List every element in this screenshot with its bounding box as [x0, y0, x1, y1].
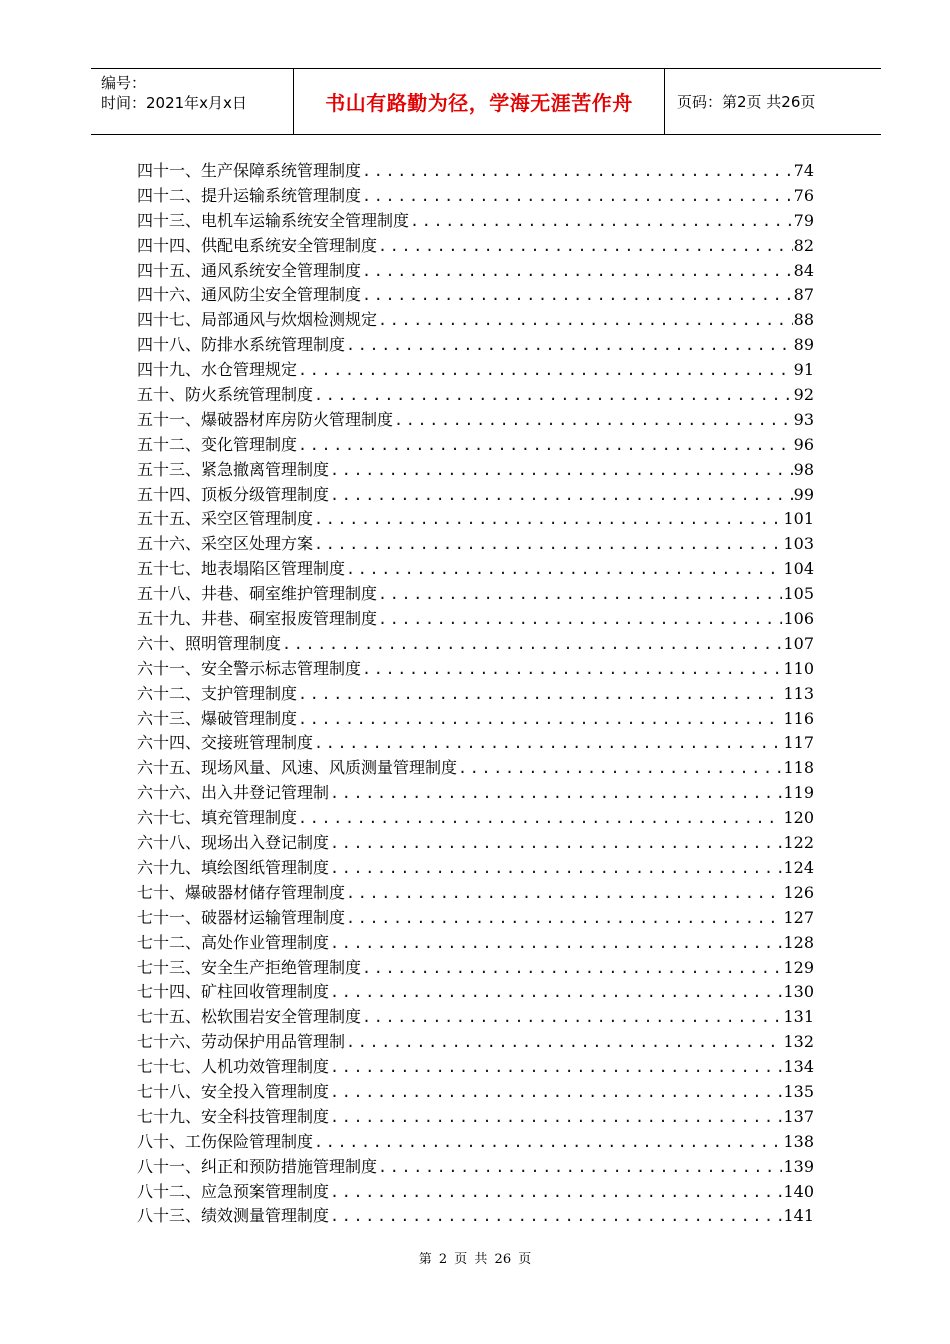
toc-entry-page-number: 91 — [793, 360, 814, 380]
toc-leader-dots — [362, 657, 782, 682]
toc-entry[interactable] — [137, 159, 814, 184]
toc-entry-title: 四十九、水仓管理规定 — [137, 360, 298, 380]
toc-entry-title: 六十五、现场风量、风速、风质测量管理制度 — [137, 758, 458, 778]
toc-leader-dots — [330, 483, 793, 508]
toc-entry[interactable] — [137, 234, 814, 259]
toc-entry-title: 六十八、现场出入登记制度 — [137, 833, 330, 853]
toc-leader-dots — [378, 607, 782, 632]
toc-leader-dots — [330, 856, 782, 881]
toc-leader-dots — [410, 209, 793, 234]
toc-entry-page-number: 122 — [783, 833, 814, 853]
toc-entry[interactable] — [137, 383, 814, 408]
toc-entry-page-number: 138 — [783, 1131, 814, 1151]
toc-entry-page-number: 140 — [783, 1181, 814, 1201]
toc-entry[interactable] — [137, 856, 814, 881]
toc-entry-page-number: 141 — [783, 1206, 814, 1226]
toc-leader-dots — [362, 956, 782, 981]
toc-entry-title: 六十二、支护管理制度 — [137, 683, 298, 703]
toc-entry-page-number: 82 — [793, 235, 814, 255]
toc-entry-page-number: 74 — [793, 161, 814, 180]
serial-label: 编号： — [101, 74, 147, 92]
toc-entry[interactable] — [137, 1030, 814, 1055]
toc-entry[interactable] — [137, 756, 814, 781]
toc-entry-page-number: 89 — [793, 335, 814, 355]
toc-entry-title: 四十三、电机车运输系统安全管理制度 — [137, 210, 410, 230]
toc-leader-dots — [330, 831, 782, 856]
toc-entry-title: 四十四、供配电系统安全管理制度 — [137, 235, 378, 255]
toc-entry[interactable] — [137, 308, 814, 333]
toc-leader-dots — [330, 781, 782, 806]
toc-leader-dots — [378, 1155, 782, 1180]
toc-entry-title: 六十六、出入井登记管理制 — [137, 783, 330, 803]
toc-leader-dots — [330, 1105, 782, 1130]
toc-entry[interactable] — [137, 931, 814, 956]
toc-entry-title: 六十一、安全警示标志管理制度 — [137, 658, 362, 678]
toc-leader-dots — [298, 358, 793, 383]
toc-entry[interactable] — [137, 731, 814, 756]
toc-entry-title: 七十七、人机功效管理制度 — [137, 1057, 330, 1077]
toc-entry-page-number: 79 — [793, 210, 814, 230]
toc-leader-dots — [346, 557, 782, 582]
toc-entry-title: 八十、工伤保险管理制度 — [137, 1131, 314, 1151]
toc-entry-title: 六十七、填充管理制度 — [137, 808, 298, 828]
page-header — [91, 68, 881, 135]
toc-entry-title: 五十五、采空区管理制度 — [137, 509, 314, 529]
toc-entry[interactable] — [137, 358, 814, 383]
toc-entry-title: 七十三、安全生产拒绝管理制度 — [137, 957, 362, 977]
toc-entry-title: 五十八、井巷、硐室维护管理制度 — [137, 584, 378, 604]
toc-leader-dots — [314, 731, 782, 756]
toc-entry-title: 七十六、劳动保护用品管理制 — [137, 1032, 346, 1052]
toc-entry-title: 六十、照明管理制度 — [137, 633, 282, 653]
toc-entry-page-number: 106 — [783, 609, 814, 629]
toc-entry-page-number: 119 — [783, 783, 814, 803]
toc-entry-title: 七十八、安全投入管理制度 — [137, 1081, 330, 1101]
toc-entry-page-number: 99 — [793, 484, 814, 504]
toc-entry-page-number: 117 — [783, 733, 814, 753]
toc-entry-title: 六十九、填绘图纸管理制度 — [137, 857, 330, 877]
toc-leader-dots — [346, 881, 782, 906]
toc-leader-dots — [362, 159, 793, 184]
toc-leader-dots — [346, 1030, 782, 1055]
page-footer: 第 2 页 共 26 页 — [418, 1252, 532, 1267]
toc-leader-dots — [282, 632, 782, 657]
toc-entry[interactable] — [137, 1080, 814, 1105]
header-motto: 书山有路勤为径，学海无涯苦作舟 — [294, 69, 665, 134]
toc-entry[interactable] — [137, 582, 814, 607]
toc-entry-title: 四十一、生产保障系统管理制度 — [137, 161, 362, 180]
toc-entry-page-number: 104 — [783, 559, 814, 579]
toc-entry-title: 八十二、应急预案管理制度 — [137, 1181, 330, 1201]
toc-entry-title: 七十一、破器材运输管理制度 — [137, 907, 346, 927]
header-page-info: 页码：第2页 共26页 — [677, 93, 816, 111]
toc-entry-page-number: 101 — [783, 509, 814, 529]
toc-entry-page-number: 88 — [793, 310, 814, 330]
toc-entry-page-number: 126 — [783, 882, 814, 902]
toc-entry-page-number: 116 — [783, 708, 814, 728]
toc-entry[interactable] — [137, 1130, 814, 1155]
toc-entry[interactable] — [137, 483, 814, 508]
toc-entry-title: 七十、爆破器材储存管理制度 — [137, 882, 346, 902]
toc-entry-page-number: 127 — [783, 907, 814, 927]
toc-entry[interactable] — [137, 1155, 814, 1180]
toc-leader-dots — [298, 707, 782, 732]
toc-entry-title: 五十三、紧急撤离管理制度 — [137, 459, 330, 479]
toc-leader-dots — [314, 383, 793, 408]
toc-entry-page-number: 98 — [793, 459, 814, 479]
toc-entry[interactable] — [137, 980, 814, 1005]
toc-entry[interactable] — [137, 881, 814, 906]
toc-entry-page-number: 120 — [783, 808, 814, 828]
toc-entry-title: 四十八、防排水系统管理制度 — [137, 335, 346, 355]
toc-entry-title: 五十一、爆破器材库房防火管理制度 — [137, 409, 394, 429]
toc-leader-dots — [378, 308, 793, 333]
toc-entry[interactable] — [137, 433, 814, 458]
toc-leader-dots — [314, 1130, 782, 1155]
toc-leader-dots — [362, 283, 793, 308]
toc-entry-title: 七十九、安全科技管理制度 — [137, 1106, 330, 1126]
toc-entry-title: 七十五、松软围岩安全管理制度 — [137, 1007, 362, 1027]
toc-entry[interactable] — [137, 283, 814, 308]
toc-entry[interactable] — [137, 507, 814, 532]
toc-entry-page-number: 110 — [783, 658, 814, 678]
toc-leader-dots — [458, 756, 782, 781]
toc-leader-dots — [330, 1204, 782, 1229]
toc-entry[interactable] — [137, 956, 814, 981]
toc-leader-dots — [314, 507, 782, 532]
toc-entry[interactable] — [137, 557, 814, 582]
toc-leader-dots — [330, 458, 793, 483]
toc-entry-page-number: 129 — [783, 957, 814, 977]
toc-entry-title: 五十二、变化管理制度 — [137, 434, 298, 454]
toc-entry-page-number: 93 — [793, 409, 814, 429]
toc-entry[interactable] — [137, 209, 814, 234]
toc-leader-dots — [346, 333, 793, 358]
toc-entry-title: 四十七、局部通风与炊烟检测规定 — [137, 310, 378, 330]
header-meta — [91, 69, 294, 134]
toc-entry-page-number: 103 — [783, 534, 814, 554]
toc-leader-dots — [314, 532, 782, 557]
toc-entry[interactable] — [137, 831, 814, 856]
toc-entry[interactable] — [137, 408, 814, 433]
toc-entry-title: 八十一、纠正和预防措施管理制度 — [137, 1156, 378, 1176]
toc-entry[interactable] — [137, 458, 814, 483]
toc-leader-dots — [330, 1180, 782, 1205]
toc-entry-page-number: 139 — [783, 1156, 814, 1176]
toc-entry-page-number: 107 — [783, 633, 814, 653]
time-label: 时间：2021年x月x日 — [101, 94, 247, 112]
toc-entry-page-number: 96 — [793, 434, 814, 454]
toc-entry-title: 四十六、通风防尘安全管理制度 — [137, 285, 362, 305]
toc-entry-page-number: 105 — [783, 584, 814, 604]
toc-entry-title: 四十五、通风系统安全管理制度 — [137, 260, 362, 280]
toc-entry[interactable] — [137, 1105, 814, 1130]
toc-entry-page-number: 132 — [783, 1032, 814, 1052]
toc-entry-title: 七十四、矿柱回收管理制度 — [137, 982, 330, 1002]
toc-entry-title: 五十九、井巷、硐室报废管理制度 — [137, 609, 378, 629]
toc-entry-page-number: 124 — [783, 857, 814, 877]
toc-leader-dots — [362, 1005, 782, 1030]
toc-leader-dots — [346, 906, 782, 931]
toc-leader-dots — [298, 806, 782, 831]
toc-entry-page-number: 131 — [783, 1007, 814, 1027]
toc-entry[interactable] — [137, 906, 814, 931]
toc-entry-page-number: 76 — [793, 185, 814, 205]
toc-leader-dots — [362, 184, 793, 209]
toc-leader-dots — [298, 682, 782, 707]
toc-leader-dots — [330, 931, 782, 956]
toc-entry[interactable] — [137, 657, 814, 682]
toc-entry[interactable] — [137, 1005, 814, 1030]
toc-entry[interactable] — [137, 1180, 814, 1205]
toc-leader-dots — [330, 1055, 782, 1080]
toc-entry-title: 五十、防火系统管理制度 — [137, 385, 314, 405]
toc-entry[interactable] — [137, 781, 814, 806]
toc-entry-page-number: 135 — [783, 1081, 814, 1101]
toc-leader-dots — [362, 259, 793, 284]
toc-entry-title: 四十二、提升运输系统管理制度 — [137, 185, 362, 205]
toc-entry[interactable] — [137, 1204, 814, 1229]
toc-entry-page-number: 113 — [783, 683, 814, 703]
table-of-contents — [137, 159, 814, 1229]
toc-leader-dots — [330, 1080, 782, 1105]
toc-entry[interactable] — [137, 532, 814, 557]
toc-entry-page-number: 130 — [783, 982, 814, 1002]
toc-entry[interactable] — [137, 607, 814, 632]
toc-leader-dots — [394, 408, 793, 433]
toc-entry-title: 五十七、地表塌陷区管理制度 — [137, 559, 346, 579]
toc-entry-title: 八十三、绩效测量管理制度 — [137, 1206, 330, 1226]
toc-entry-title: 六十四、交接班管理制度 — [137, 733, 314, 753]
toc-entry[interactable] — [137, 632, 814, 657]
toc-entry-page-number: 118 — [783, 758, 814, 778]
toc-entry-page-number: 84 — [793, 260, 814, 280]
toc-leader-dots — [378, 582, 782, 607]
toc-entry-page-number: 134 — [783, 1057, 814, 1077]
toc-entry[interactable] — [137, 707, 814, 732]
toc-entry-title: 五十六、采空区处理方案 — [137, 534, 314, 554]
toc-entry-title: 七十二、高处作业管理制度 — [137, 932, 330, 952]
toc-entry[interactable] — [137, 259, 814, 284]
toc-entry-title: 五十四、顶板分级管理制度 — [137, 484, 330, 504]
toc-entry[interactable] — [137, 333, 814, 358]
toc-entry[interactable] — [137, 1055, 814, 1080]
toc-entry-page-number: 92 — [793, 385, 814, 405]
toc-leader-dots — [378, 234, 793, 259]
toc-leader-dots — [330, 980, 782, 1005]
toc-entry-page-number: 137 — [783, 1106, 814, 1126]
toc-entry-title: 六十三、爆破管理制度 — [137, 708, 298, 728]
toc-entry[interactable] — [137, 806, 814, 831]
toc-entry[interactable] — [137, 682, 814, 707]
toc-leader-dots — [298, 433, 793, 458]
toc-entry-page-number: 87 — [793, 285, 814, 305]
toc-entry-page-number: 128 — [783, 932, 814, 952]
toc-entry[interactable] — [137, 184, 814, 209]
